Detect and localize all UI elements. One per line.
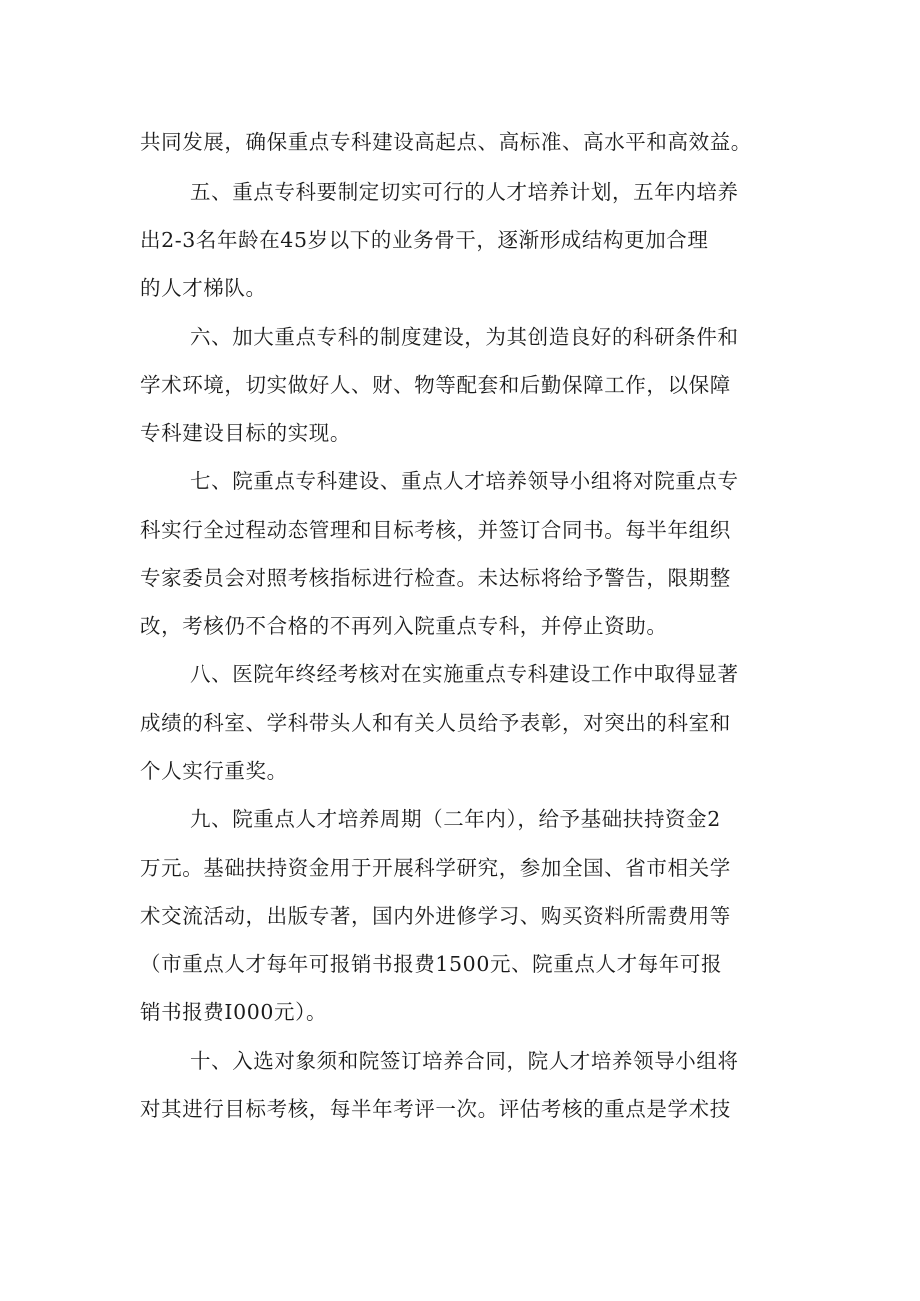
paragraph-line: 七、院重点专科建设、重点人才培养领导小组将对院重点专 — [190, 469, 739, 493]
paragraph-line: 科实行全过程动态管理和目标考核，并签订合同书。每半年组织 — [140, 518, 731, 542]
paragraph-line: 专科建设目标的实现。 — [140, 421, 351, 445]
paragraph-line: 十、入选对象须和院签订培养合同，院人才培养领导小组将 — [190, 1049, 739, 1073]
paragraph-line: 的人才梯队。 — [140, 276, 267, 300]
paragraph-line: 九、院重点人才培养周期（二年内），给予基础扶持资金2 — [190, 807, 721, 831]
paragraph-line: 五、重点专科要制定切实可行的人才培养计划，五年内培养 — [190, 180, 739, 204]
paragraph-line: 术交流活动，出版专著，国内外进修学习、购买资料所需费用等 — [140, 904, 731, 928]
paragraph-line: 共同发展，确保重点专科建设高起点、高标准、高水平和高效益。 — [140, 130, 752, 154]
paragraph-line: 专家委员会对照考核指标进行检查。未达标将给予警告，限期整 — [140, 566, 731, 590]
paragraph-line: 八、医院年终经考核对在实施重点专科建设工作中取得显著 — [190, 662, 739, 686]
paragraph-line: 改，考核仍不合格的不再列入院重点专科，并停止资助。 — [140, 614, 668, 638]
paragraph-line: 成绩的科室、学科带头人和有关人员给予表彰，对突出的科室和 — [140, 711, 731, 735]
paragraph-line: 学术环境，切实做好人、财、物等配套和后勤保障工作，以保障 — [140, 373, 731, 397]
paragraph-line: 个人实行重奖。 — [140, 759, 288, 783]
paragraph-line: 万元。基础扶持资金用于开展科学研究，参加全国、省市相关学 — [140, 856, 731, 880]
paragraph-line: 出2-3名年龄在45岁以下的业务骨干，逐渐形成结构更加合理 — [140, 228, 709, 252]
paragraph-line: 对其进行目标考核，每半年考评一次。评估考核的重点是学术技 — [140, 1097, 731, 1121]
paragraph-line: 销书报费I000元）。 — [140, 1000, 328, 1024]
paragraph-line: 六、加大重点专科的制度建设，为其创造良好的科研条件和 — [190, 325, 739, 349]
paragraph-line: （市重点人才每年可报销书报费1500元、院重点人才每年可报 — [140, 952, 723, 976]
